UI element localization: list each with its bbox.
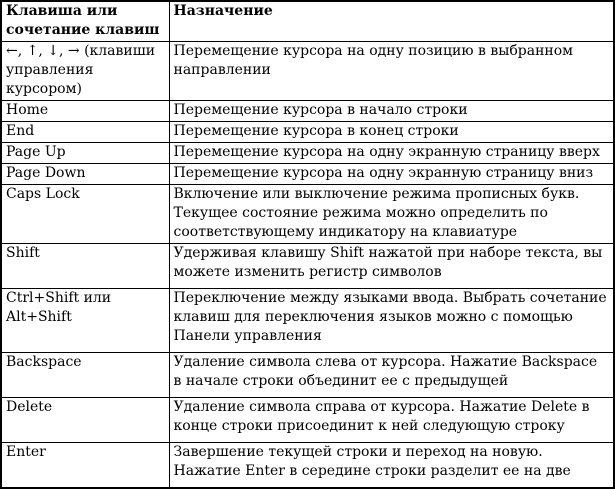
purpose-cell: Включение или выключение режима прописных букв. Текущее состояние режима можно определить по соответствующему индикатору на клавиатуре [169, 185, 614, 244]
table-row-enter [1, 443, 614, 489]
purpose-cell: Удаление символа слева от курсора. Нажатие Backspace в начале строки объединит ее с предыдущей [169, 353, 614, 398]
purpose-cell: Удаление символа справа от курсора. Нажатие Delete в конце строки присоединит к ней следующую строку [169, 398, 614, 443]
key-cell: Home [1, 101, 169, 122]
key-cell: Page Down [1, 164, 169, 185]
table-row-shift [1, 244, 614, 289]
table-row-home [1, 101, 614, 122]
header-key-column: Клавиша или сочетание клавиш [1, 1, 169, 42]
table-row-backspace [1, 353, 614, 398]
key-cell: Backspace [1, 353, 169, 398]
key-cell: ←, ↑, ↓, → (клавиши управления курсором) [1, 42, 169, 101]
purpose-cell: Перемещение курсора на одну экранную страницу вниз [169, 164, 614, 185]
table-row-page-down [1, 164, 614, 185]
table-row-end [1, 122, 614, 143]
purpose-cell: Завершение текущей строки и переход на новую. Нажатие Enter в середине строки разделит ее на две [169, 443, 614, 489]
purpose-cell: Удерживая клавишу Shift нажатой при наборе текста, вы можете изменить регистр символов [169, 244, 614, 289]
purpose-cell: Переключение между языками ввода. Выбрать сочетание клавиш для переключения языков можно с помощью Панели управления [169, 289, 614, 353]
key-cell: Delete [1, 398, 169, 443]
key-cell: Ctrl+Shift или Alt+Shift [1, 289, 169, 353]
purpose-cell: Перемещение курсора на одну позицию в выбранном направлении [169, 42, 614, 101]
header-purpose-column: Назначение [169, 1, 614, 42]
table-row-arrow-keys [1, 42, 614, 101]
table-row-page-up [1, 143, 614, 164]
table-row-delete [1, 398, 614, 443]
key-cell: End [1, 122, 169, 143]
table-header-row [1, 1, 614, 42]
purpose-cell: Перемещение курсора в начало строки [169, 101, 614, 122]
table-row-caps-lock [1, 185, 614, 244]
table-row-ctrl-shift [1, 289, 614, 353]
purpose-cell: Перемещение курсора в конец строки [169, 122, 614, 143]
key-cell: Shift [1, 244, 169, 289]
key-cell: Page Up [1, 143, 169, 164]
purpose-cell: Перемещение курсора на одну экранную страницу вверх [169, 143, 614, 164]
key-cell: Enter [1, 443, 169, 489]
key-cell: Caps Lock [1, 185, 169, 244]
